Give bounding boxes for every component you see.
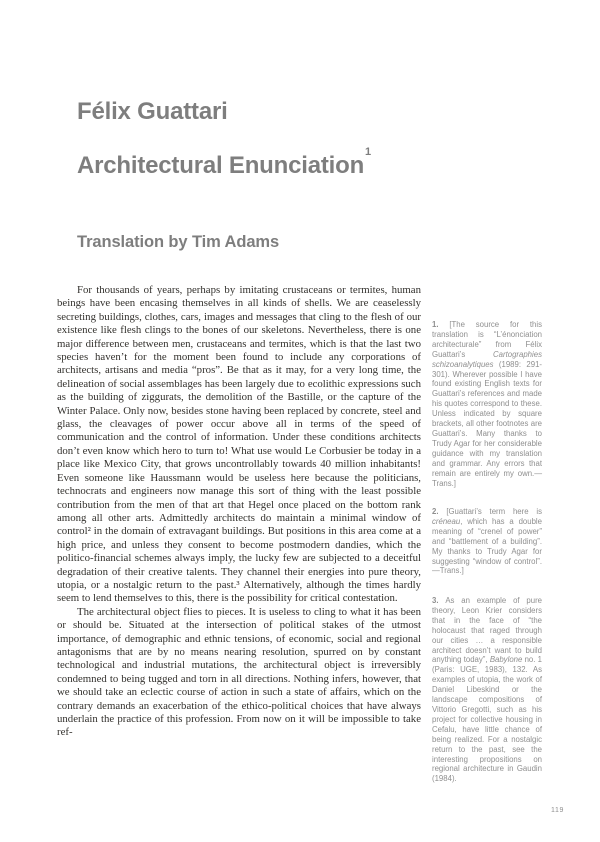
article-title [77, 146, 371, 180]
translator-credit: Translation by Tim Adams [77, 233, 280, 251]
margin-footnote-3: 3. As an example of pure theory, Leon Krier considers that in the face of “the holocaust that raged through our cities … a responsible architect doesn’t want to build anything today”, Babylone no. 1 (Paris: UGE, 1983), 132. As examples of utopia, the work of Daniel Libeskind or the landscape compositions of Vittorio Gregotti, such as his project for collective housing in Cefalu, have little chance of being realized. For a nostalgic return to the past, see the interesting propositions on regional architecture in Gaudin (1984). [432, 596, 543, 784]
author-name: Félix Guattari [77, 98, 228, 125]
page-number: 119 [551, 807, 564, 814]
title-footnote-ref: 1 [365, 146, 371, 158]
body-text [57, 284, 421, 740]
margin-footnote-1: 1. [The source for this translation is “L’énonciation architecturale” from Félix Guattari’s Cartographies schizoanalytiques (1989: 291-301). Wherever possible I have found existing English texts for Guattari’s references and made his quotes correspond to these. Unless indicated by square brackets, all other footnotes are Guattari’s. Many thanks to Trudy Agar for her considerable guidance with my translation and grammar. Any errors that remain are entirely my own.—Trans.] [432, 320, 543, 488]
body-paragraph-1: For thousands of years, perhaps by imitating crustaceans or termites, human beings have been encasing themselves in all kinds of shells. We are ceaselessly secreting buildings, clothes, cars, images and messages that cling to the flesh of our existence like flesh clings to the bones of our skeletons. Nevertheless, there is one major difference between men, crustaceans and termites, which is that the last two species haven’t for the moment been found to include any corporations of architects, artisans and media “pros”. Be that as it may, for a very long time, the delineation of social assemblages has been largely due to ecolithic expressions such as the building of ziggurats, the demolition of the Bastille, or the capture of the Winter Palace. Only now, besides stone having been replaced by concrete, steel and glass, the cleavages of power occur above all in terms of the speed of communication and the control of information. Under these conditions architects don’t even know which hero to turn to! What use would Le Corbusier be today in a place like Mexico City, that grows uncontrollably towards 40 million inhabitants! Even someone like Haussmann would be useless here because the politicians, technocrats and engineers now manage this sort of thing with the least possible contribution from the men of that art that Hegel once placed on the bottom rank among all other arts. Admittedly architects do maintain a minimal window of control² in the domain of extravagant buildings. But positions in this area come at a high price, and unless they consent to become postmodern dandies, which the politico-financial schemes always imply, the lucky few are subjected to a deceitful degradation of their creative talents. They channel their energies into pure theory, utopia, or a nostalgic return to the past.³ Alternatively, although the times hardly seem to lend themselves to this, there is the possibility for critical contestation. [57, 284, 421, 605]
margin-footnote-2: 2. [Guattari’s term here is créneau, which has a double meaning of “crenel of power” and “battlement of a building”. My thanks to Trudy Agar for suggesting “window of control”.—Trans.] [432, 507, 542, 576]
article-title-text: Architectural Enunciation [77, 152, 365, 179]
body-paragraph-2: The architectural object flies to pieces. It is useless to cling to what it has been or should be. Situated at the intersection of political stakes of the utmost importance, of demographic and ethnic tensions, of economic, social and regional antagonisms that are by no means nearing resolution, spurred on by constant technological and industrial mutations, the architectural object is irreversibly condemned to being tugged and torn in all directions. Nothing infers, however, that we should take an eclectic course of action in such a state of affairs, which on the contrary demands an exacerbation of the ethico-political choices that have always underlain the practice of this profession. From now on it will be impossible to take ref- [57, 605, 421, 739]
